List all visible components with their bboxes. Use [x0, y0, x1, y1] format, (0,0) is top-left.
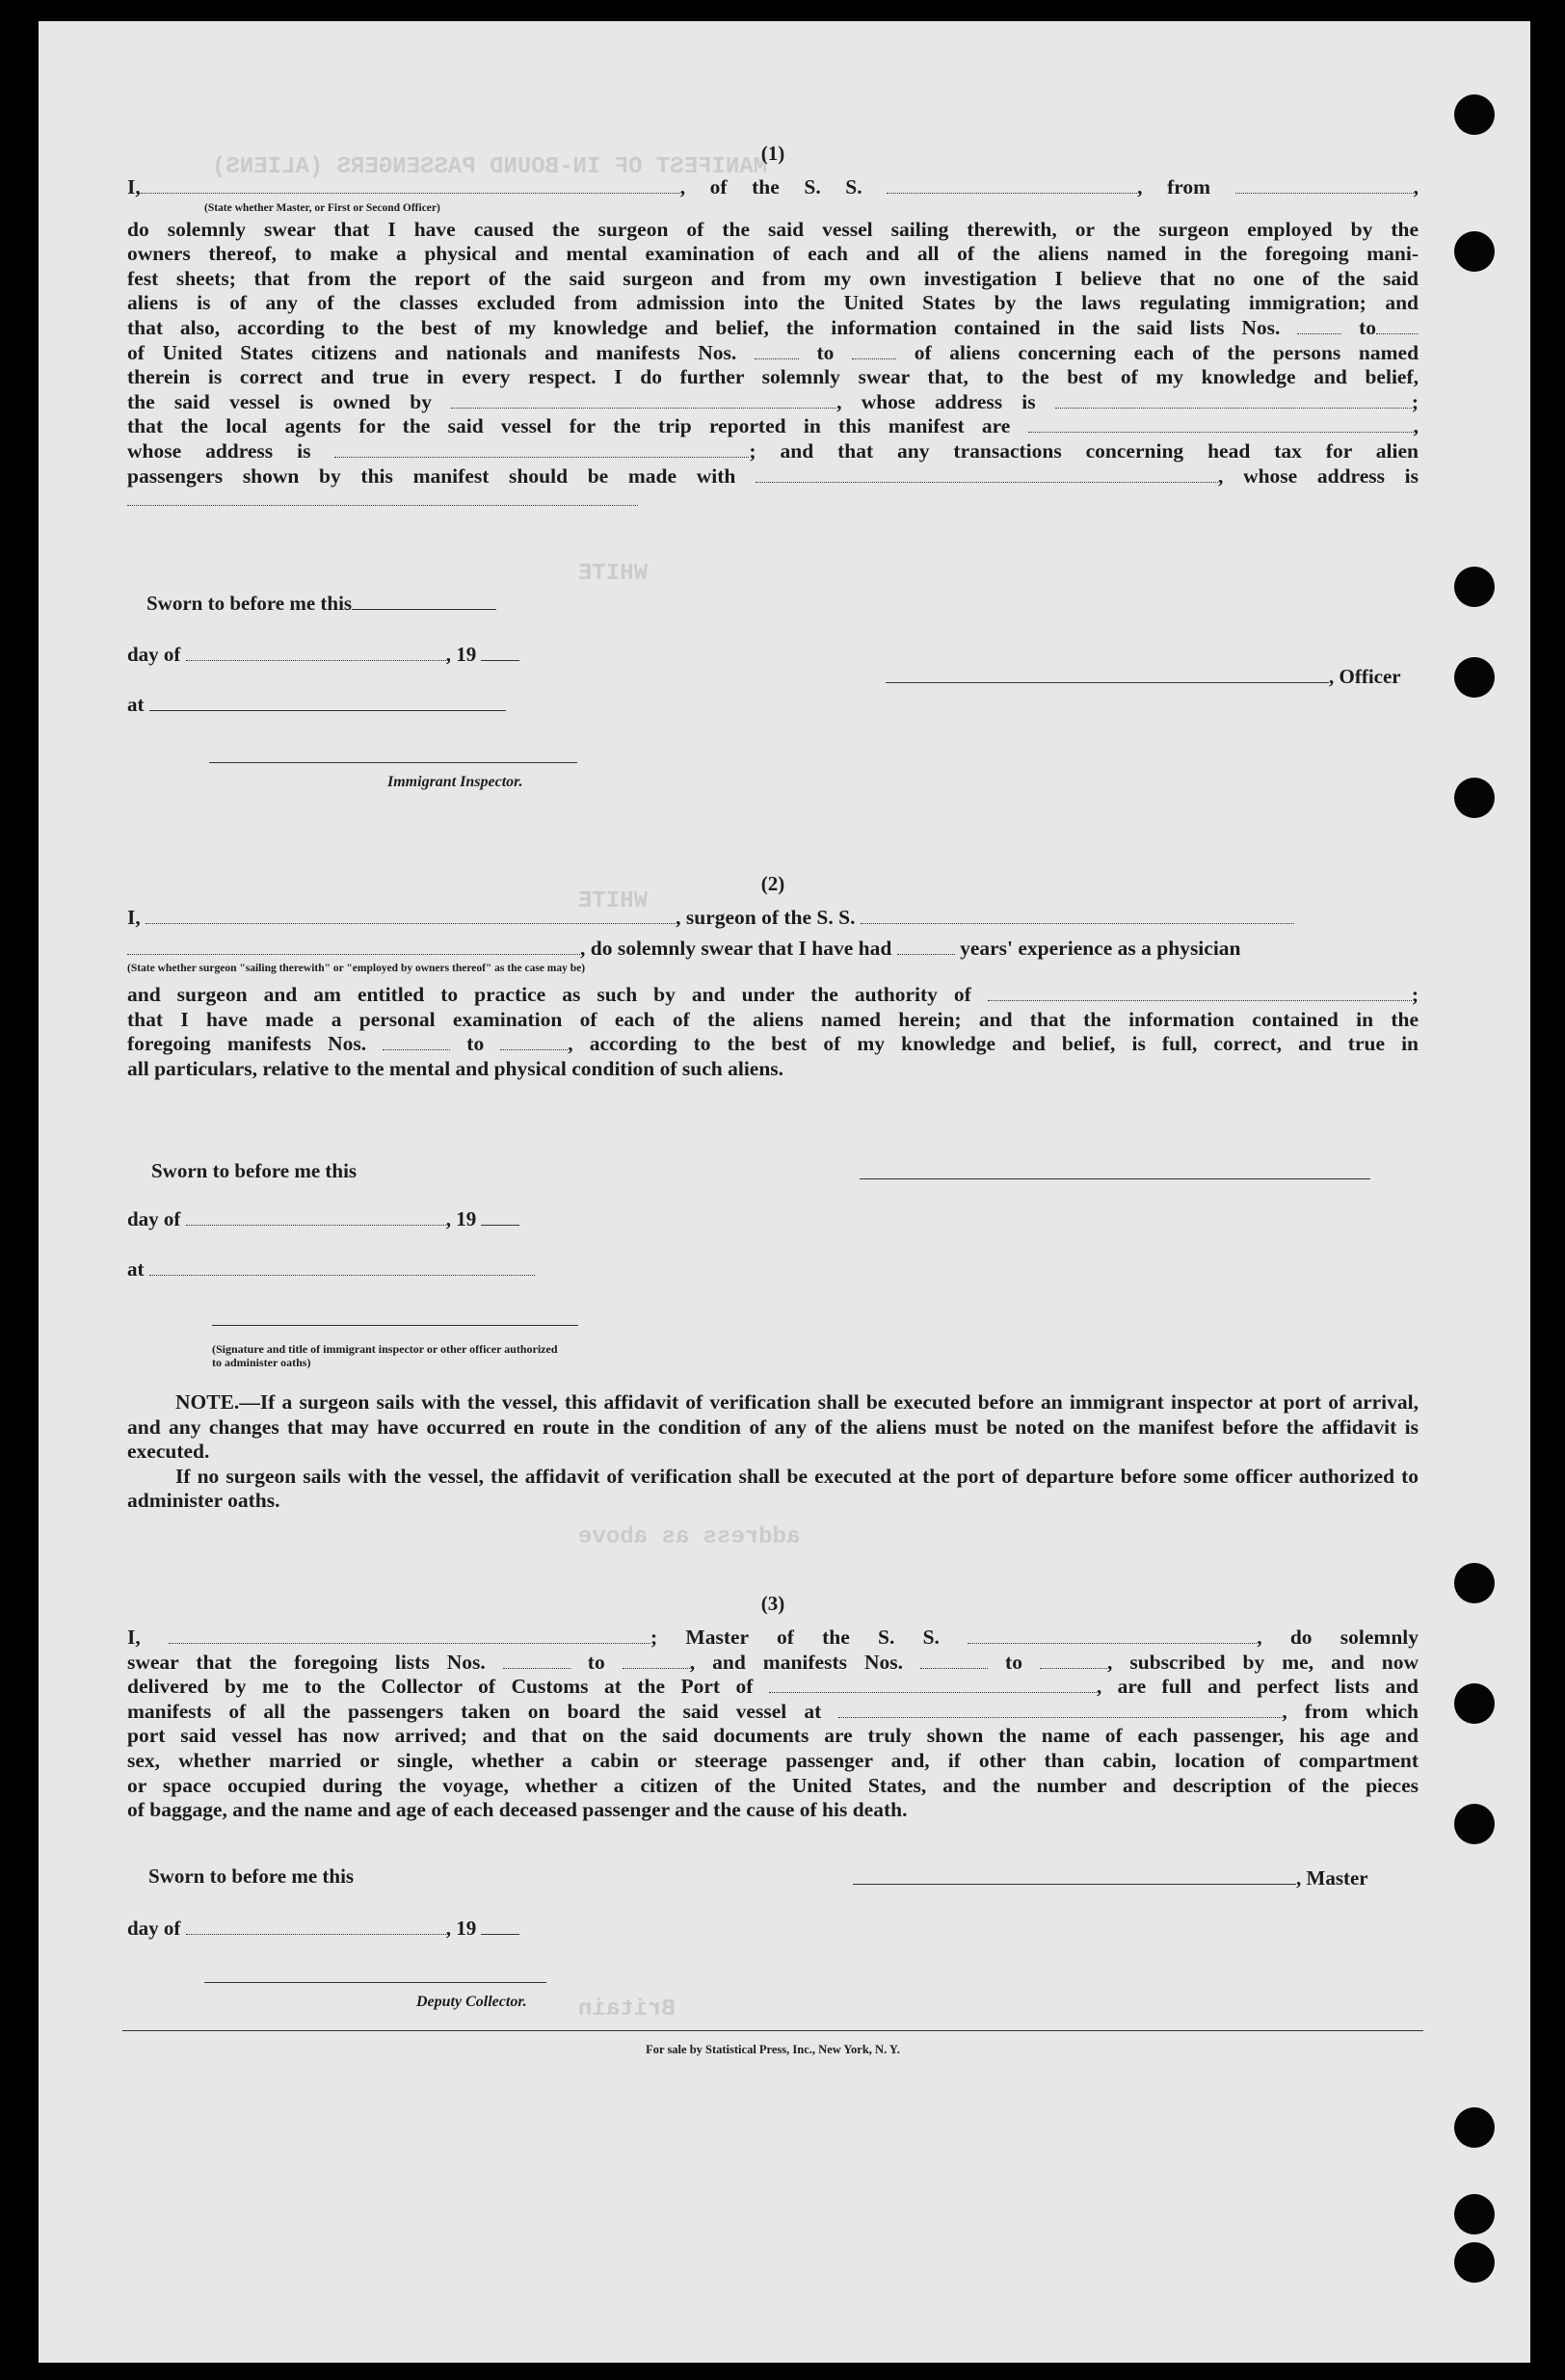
- official-signature-field[interactable]: [212, 1308, 578, 1326]
- day-of-month-field[interactable]: [186, 643, 446, 661]
- from-port-field[interactable]: [1235, 176, 1414, 194]
- section-number: (3): [760, 1592, 785, 1615]
- owner-address-field[interactable]: [1055, 391, 1412, 409]
- year-field[interactable]: [481, 1207, 519, 1226]
- vessel-owner-field[interactable]: [451, 391, 836, 409]
- years-experience-field[interactable]: [897, 938, 955, 955]
- field-caption: (State whether surgeon "sailing therewith" or "employed by owners thereof" as the case may be): [127, 963, 586, 975]
- note-label: NOTE.: [175, 1390, 240, 1414]
- port-field[interactable]: [769, 1676, 1097, 1693]
- affidavit-line: port said vessel has now arrived; and that on the said documents are truly shown the name of each passenger, his age and: [127, 1724, 1419, 1748]
- binder-hole: [1454, 1804, 1495, 1844]
- affidavit-line: therein is correct and true in every respect. I do further solemnly swear that, to the best of my knowledge and belief,: [127, 365, 1419, 389]
- collector-caption: Deputy Collector.: [416, 1994, 527, 2010]
- inspector-signature-field[interactable]: [209, 745, 577, 763]
- official-signature-line: [212, 1308, 578, 1332]
- affidavit-line: aliens is of any of the classes excluded from admission into the United States by the laws regulating immigration; and: [127, 291, 1419, 315]
- bleed-through-text: WHITE: [578, 888, 649, 914]
- vessel-name-field[interactable]: [887, 176, 1137, 194]
- collector-signature-line: [204, 1965, 546, 1989]
- sworn-date-field[interactable]: [352, 592, 496, 610]
- binder-hole: [1454, 2242, 1495, 2283]
- day-of-line: day of , 19: [127, 1207, 519, 1231]
- surgeon-name-field[interactable]: [146, 907, 676, 924]
- year-field[interactable]: [481, 1917, 519, 1935]
- affidavit-line: manifests of all the passengers taken on board the said vessel at , from which: [127, 1699, 1419, 1723]
- note-block: [127, 1390, 1419, 1514]
- binder-hole: [1454, 1563, 1495, 1603]
- affidavit-line: owners thereof, to make a physical and mental examination of each and all of the aliens named in the foregoing mani-: [127, 242, 1419, 266]
- affidavit-line: that I have made a personal examination of each of the aliens named herein; and that the information contained in the: [127, 1007, 1419, 1031]
- vessel-name-field[interactable]: [861, 907, 1294, 924]
- day-of-line: day of , 19: [127, 643, 519, 667]
- manifest-number-field[interactable]: [383, 1033, 450, 1050]
- section-number: (1): [760, 142, 785, 165]
- sworn-line: Sworn to before me this: [146, 592, 496, 616]
- list-number-field[interactable]: [623, 1652, 690, 1669]
- affidavit-line: foregoing manifests Nos. to , according to the best of my knowledge and belief, is full, correct, and true in: [127, 1032, 1419, 1056]
- manifest-affidavit-sheet: [39, 21, 1530, 2363]
- binder-hole: [1454, 2194, 1495, 2235]
- master-signature-line: , Master: [853, 1866, 1368, 1891]
- surgeon-signature-line: [860, 1161, 1370, 1185]
- inspector-caption: Immigrant Inspector.: [387, 774, 523, 790]
- bleed-through-text: Britain: [578, 1997, 676, 2023]
- affidavit-line: of United States citizens and nationals and manifests Nos. to of aliens concerning each of the persons named: [127, 340, 1419, 364]
- local-agents-field[interactable]: [1028, 415, 1414, 433]
- affidavit-line: I, ; Master of the S. S. , do solemnly: [127, 1626, 1419, 1649]
- affidavit-line: do solemnly swear that I have caused the surgeon of the said vessel sailing therewith, or the surgeon employed by the: [127, 217, 1419, 241]
- place-field[interactable]: [149, 693, 506, 711]
- note-paragraph: NOTE.—If a surgeon sails with the vessel, this affidavit of verification shall be executed before an immigrant inspector at port of arrival, and any changes that may have occurred en route in the condition of any of the aliens must be noted on the manifest before the affidavit is executed.: [127, 1390, 1419, 1464]
- affidavit-line: swear that the foregoing lists Nos. to , and manifests Nos. to , subscribed by me, and now: [127, 1650, 1419, 1674]
- list-number-field[interactable]: [1297, 317, 1341, 334]
- boarding-port-field[interactable]: [838, 1701, 1282, 1718]
- collector-signature-field[interactable]: [204, 1965, 546, 1983]
- field-caption: (State whether Master, or First or Second Officer): [204, 201, 440, 214]
- master-signature-field[interactable]: [853, 1866, 1296, 1885]
- section-2-surgeon-affidavit: [127, 872, 1419, 1513]
- bleed-through-text: MANIFEST OF IN-BOUND PASSENGERS (ALIENS): [212, 154, 768, 180]
- binder-hole: [1454, 231, 1495, 272]
- affidavit-line: I, , of the S. S. , from ,: [127, 175, 1419, 198]
- section-number: (2): [760, 872, 785, 895]
- binder-hole: [1454, 1683, 1495, 1724]
- head-tax-agent-field[interactable]: [756, 465, 1218, 483]
- day-of-month-field[interactable]: [186, 1917, 446, 1935]
- binder-hole: [1454, 657, 1495, 698]
- affidavit-line: and surgeon and am entitled to practice as such by and under the authority of ;: [127, 983, 1419, 1007]
- place-field[interactable]: [149, 1257, 535, 1276]
- sworn-line: Sworn to before me this: [148, 1864, 355, 1888]
- binder-hole: [1454, 778, 1495, 818]
- affidavit-line: all particulars, relative to the mental and physical condition of such aliens.: [127, 1056, 784, 1080]
- bleed-through-text: address as above: [578, 1524, 801, 1550]
- affidavit-line: fest sheets; that from the report of the said surgeon and from my own investigation I believe that no one of the said: [127, 266, 1419, 290]
- manifest-number-field[interactable]: [852, 342, 896, 359]
- affidavit-line: of baggage, and the name and age of each deceased passenger and the cause of his death.: [127, 1798, 908, 1822]
- affidavit-line: sex, whether married or single, whether a cabin or steerage passenger and, if other than cabin, location of compartment: [127, 1748, 1419, 1772]
- list-number-field[interactable]: [1376, 317, 1419, 334]
- officer-name-field[interactable]: [141, 176, 680, 194]
- affidavit-line: delivered by me to the Collector of Customs at the Port of , are full and perfect lists and: [127, 1675, 1419, 1699]
- day-of-line: day of , 19: [127, 1917, 519, 1941]
- year-field[interactable]: [481, 643, 519, 661]
- surgeon-status-field[interactable]: [127, 938, 580, 955]
- head-tax-address-field[interactable]: [127, 489, 638, 506]
- at-line: at: [127, 693, 506, 717]
- list-number-field[interactable]: [503, 1652, 570, 1669]
- affidavit-line: the said vessel is owned by , whose address is ;: [127, 389, 1419, 413]
- inspector-signature-line: [209, 745, 577, 769]
- binder-hole: [1454, 567, 1495, 607]
- binder-hole: [1454, 94, 1495, 135]
- binder-hole: [1454, 2107, 1495, 2148]
- affidavit-line: that the local agents for the said vessel for the trip reported in this manifest are ,: [127, 414, 1419, 438]
- affidavit-line: whose address is ; and that any transactions concerning head tax for alien: [127, 438, 1419, 463]
- affidavit-line: I, , surgeon of the S. S.: [127, 906, 1419, 931]
- sworn-line: Sworn to before me this: [151, 1159, 358, 1182]
- at-line: at: [127, 1257, 535, 1282]
- manifest-number-field[interactable]: [1040, 1652, 1107, 1669]
- affidavit-line: , do solemnly swear that I have had years' experience as a physician: [127, 937, 1419, 962]
- authority-field[interactable]: [988, 984, 1412, 1001]
- bleed-through-text: WHITE: [578, 561, 649, 587]
- affidavit-line: or space occupied during the voyage, whether a citizen of the United States, and the number and description of the pieces: [127, 1773, 1419, 1797]
- manifest-number-field[interactable]: [500, 1033, 568, 1050]
- note-paragraph: If no surgeon sails with the vessel, the affidavit of verification shall be executed at the port of departure before some officer authorized to administer oaths.: [127, 1464, 1419, 1513]
- agent-address-field[interactable]: [334, 440, 749, 458]
- officer-signature-field[interactable]: [886, 665, 1329, 683]
- footer-rule: [122, 2030, 1423, 2031]
- manifest-number-field[interactable]: [755, 342, 799, 359]
- officer-signature-line: , Officer: [886, 665, 1401, 689]
- vessel-name-field[interactable]: [968, 1626, 1257, 1644]
- printer-imprint: For sale by Statistical Press, Inc., New York, N. Y.: [646, 2043, 900, 2056]
- official-caption: (Signature and title of immigrant inspector or other officer authorized to administer oaths): [212, 1342, 558, 1369]
- master-name-field[interactable]: [169, 1626, 650, 1644]
- manifest-number-field[interactable]: [920, 1652, 988, 1669]
- surgeon-signature-field[interactable]: [860, 1161, 1370, 1179]
- day-of-month-field[interactable]: [186, 1207, 446, 1226]
- affidavit-line: passengers shown by this manifest should be made with , whose address is: [127, 463, 1419, 488]
- affidavit-line: that also, according to the best of my knowledge and belief, the information contained in the said lists Nos. to: [127, 316, 1419, 341]
